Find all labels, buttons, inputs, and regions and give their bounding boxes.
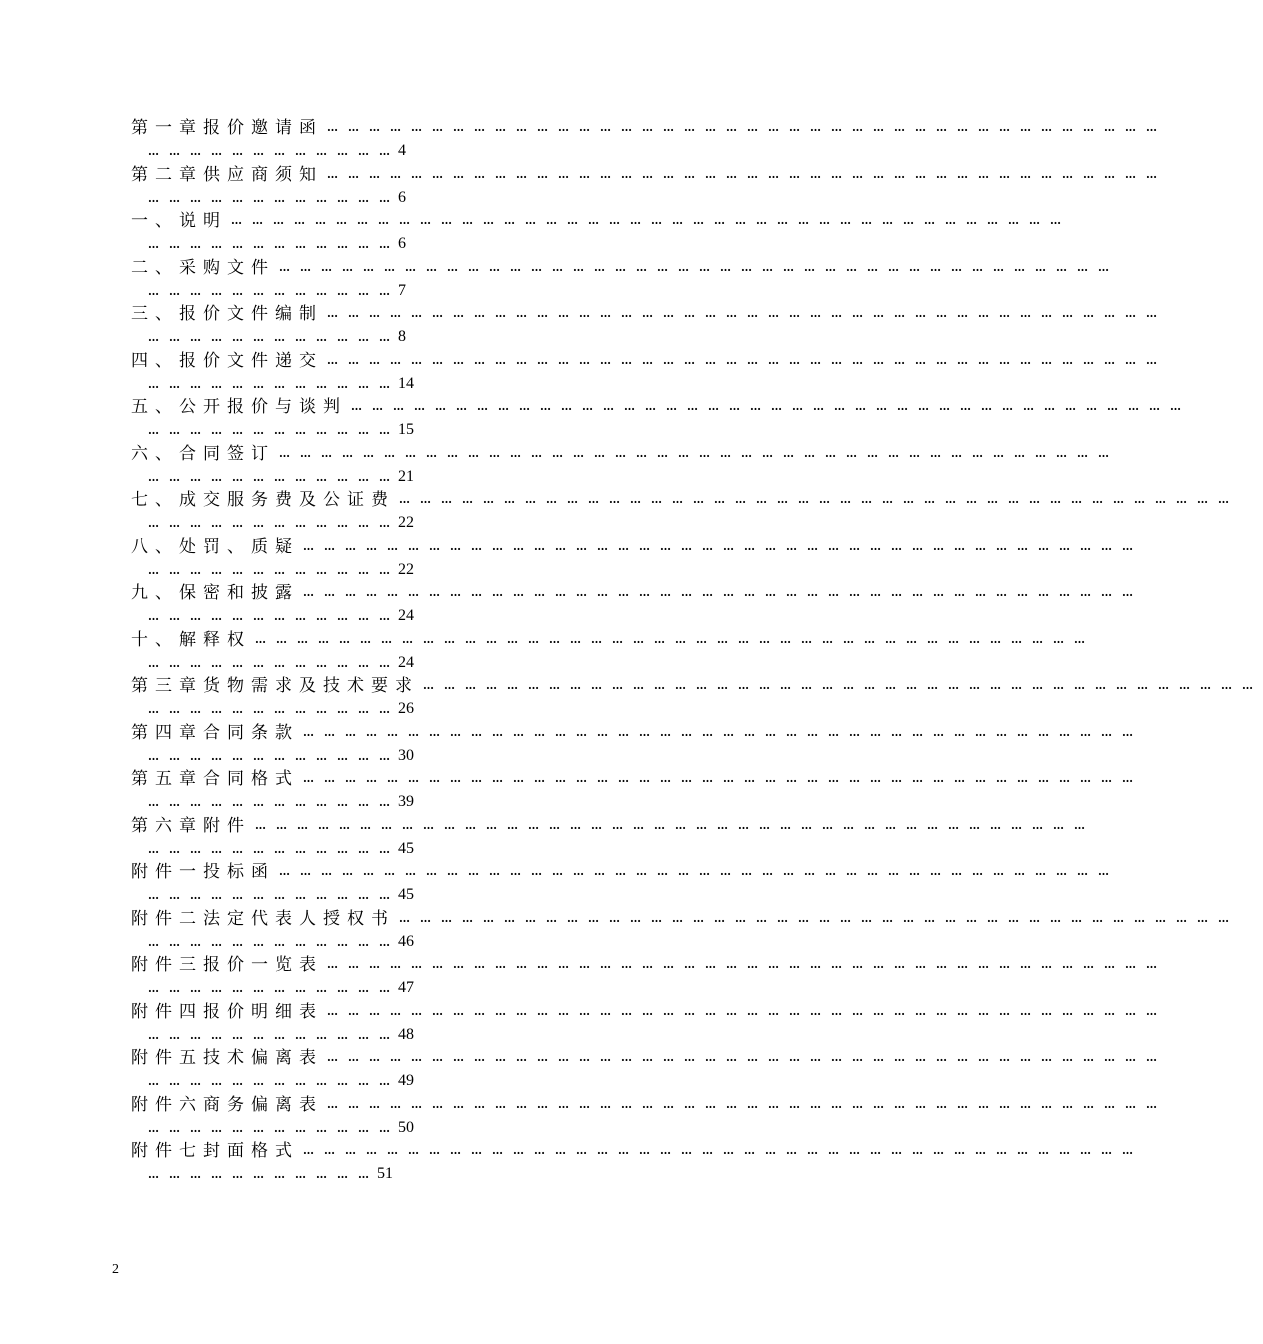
dot-leader: ………………………………………………………………………………………………………… [303, 772, 1143, 785]
toc-entry-title: 合同格式 [203, 769, 299, 789]
toc-entry-number: 附件七 [131, 1141, 203, 1161]
dot-leader: ………………………………………………………………………………………………………… [327, 1051, 1167, 1064]
dot-leader: ……………………………… [148, 563, 400, 577]
dot-leader: ………………………………………………………………………………………………………… [327, 1004, 1167, 1018]
toc-entry[interactable] [131, 953, 1167, 1000]
toc-entry-title: 法定代表人授权书 [203, 908, 395, 929]
dot-leader: ……………………………… [148, 238, 400, 251]
dot-leader: ………………………………………………………………………………………………………… [255, 818, 1095, 832]
dot-leader: ……………………………… [148, 656, 400, 670]
toc-entry-page: 47 [398, 979, 414, 996]
toc-entry-page: 51 [377, 1165, 393, 1182]
toc-entry[interactable] [131, 442, 1119, 489]
dot-leader: ……………………………… [148, 284, 400, 298]
dot-leader: ……………………………… [148, 610, 400, 623]
dot-leader: ………………………………………………………………………………………………………… [327, 307, 1167, 320]
toc-entry-page: 30 [398, 746, 414, 764]
toc-entry-number: 第三章 [131, 676, 203, 696]
toc-entry-number: 附件六 [131, 1094, 203, 1115]
dot-leader: ……………………………… [148, 935, 400, 949]
dot-leader: ………………………………………………………………………………………………………… [231, 214, 1071, 227]
toc-entry-page: 22 [398, 514, 414, 531]
toc-entry[interactable] [131, 1000, 1167, 1047]
toc-entry-title: 商务偏离表 [203, 1094, 323, 1115]
dot-leader: ………………………………………………………………………………………………………… [327, 353, 1167, 367]
toc-entry-number: 一、 [131, 211, 179, 231]
dot-leader: ……………………………… [148, 377, 400, 391]
toc-entry-number: 七、 [131, 490, 179, 510]
dot-leader: ………………………………………………………………………………………………………… [303, 1144, 1143, 1157]
toc-entry-title: 保密和披露 [179, 583, 299, 603]
toc-entry[interactable] [131, 628, 1095, 675]
toc-entry-title: 附件 [203, 815, 251, 836]
toc-entry[interactable] [131, 581, 1143, 628]
toc-entry[interactable] [131, 860, 1119, 907]
toc-entry[interactable] [131, 721, 1143, 768]
toc-entry-page: 49 [398, 1072, 414, 1089]
toc-entry-title: 报价一览表 [203, 955, 323, 975]
toc-entry-page: 46 [398, 932, 414, 950]
toc-entry-number: 第一章 [131, 118, 203, 138]
toc-entry-number: 三、 [131, 304, 179, 324]
toc-entry-title: 处罚、质疑 [179, 536, 299, 557]
toc-entry-page: 6 [398, 235, 406, 252]
dot-leader: ……………………………… [148, 145, 400, 158]
toc-entry-page: 39 [398, 793, 414, 810]
toc-entry[interactable] [131, 907, 1239, 954]
toc-entry-page: 48 [398, 1025, 414, 1043]
toc-entry-page: 14 [398, 374, 414, 392]
toc-entry-page: 15 [398, 421, 414, 438]
toc-entry-number: 四、 [131, 350, 179, 371]
toc-entry[interactable] [131, 814, 1095, 861]
toc-entry[interactable] [131, 1046, 1167, 1093]
dot-leader: ……………………………… [148, 470, 400, 484]
toc-entry-number: 附件五 [131, 1048, 203, 1068]
toc-entry-title: 公开报价与谈判 [179, 397, 347, 417]
toc-entry-title: 合同条款 [203, 722, 299, 743]
page-number: 2 [112, 1262, 119, 1277]
toc-entry-number: 附件四 [131, 1001, 203, 1022]
dot-leader: ………………………………………………………………………………………………………… [399, 493, 1239, 506]
dot-leader: ……………………………… [148, 1121, 400, 1135]
toc-entry-page: 50 [398, 1118, 414, 1136]
toc-entry-title: 报价文件递交 [179, 350, 323, 371]
toc-entry-title: 报价邀请函 [203, 118, 323, 138]
dot-leader: ……………………………… [148, 749, 400, 763]
dot-leader: ……………………………… [148, 982, 400, 995]
toc-entry-page: 26 [398, 700, 414, 717]
dot-leader: …………………………… [148, 1168, 379, 1181]
toc-entry[interactable] [131, 535, 1143, 582]
toc-entry[interactable] [131, 256, 1119, 303]
dot-leader: ………………………………………………………………………………………………………… [303, 725, 1143, 739]
toc-entry[interactable] [131, 163, 1167, 210]
toc-entry-title: 供应商须知 [203, 164, 323, 185]
dot-leader: ………………………………………………………………………………………………………… [255, 632, 1095, 646]
toc-entry-title: 货物需求及技术要求 [203, 676, 419, 696]
toc-entry-number: 十、 [131, 629, 179, 650]
toc-entry[interactable] [131, 302, 1167, 349]
toc-entry-page: 7 [398, 281, 406, 299]
dot-leader: ……………………………… [148, 331, 400, 344]
dot-leader: ………………………………………………………………………………………………………… [399, 911, 1239, 925]
dot-leader: ………………………………………………………………………………………………………… [423, 679, 1263, 692]
toc-entry[interactable] [131, 767, 1143, 814]
toc-entry-number: 第二章 [131, 164, 203, 185]
toc-entry[interactable] [131, 395, 1191, 442]
dot-leader: ……………………………… [148, 703, 400, 716]
toc-entry-page: 4 [398, 142, 406, 159]
toc-entry-title: 成交服务费及公证费 [179, 490, 395, 510]
toc-entry-number: 第六章 [131, 815, 203, 836]
toc-entry-page: 45 [398, 839, 414, 857]
toc-entry-title: 报价明细表 [203, 1001, 323, 1022]
toc-entry-page: 45 [398, 886, 414, 903]
dot-leader: ………………………………………………………………………………………………………… [279, 446, 1119, 460]
toc-entry-number: 八、 [131, 536, 179, 557]
dot-leader: ………………………………………………………………………………………………………… [303, 586, 1143, 599]
dot-leader: ……………………………… [148, 1075, 400, 1088]
toc-entry-title: 说明 [179, 211, 227, 231]
toc-entry-title: 封面格式 [203, 1141, 299, 1161]
dot-leader: ……………………………… [148, 517, 400, 530]
toc-entry-title: 解释权 [179, 629, 251, 650]
dot-leader: ………………………………………………………………………………………………………… [327, 167, 1167, 181]
dot-leader: ……………………………… [148, 842, 400, 856]
dot-leader: ………………………………………………………………………………………………………… [279, 865, 1119, 878]
toc-entry-page: 8 [398, 328, 406, 345]
toc-entry[interactable] [131, 349, 1167, 396]
toc-entry[interactable] [131, 674, 1263, 721]
toc-entry[interactable] [131, 116, 1167, 163]
table-of-contents [131, 116, 1263, 1186]
dot-leader: ………………………………………………………………………………………………………… [327, 1097, 1167, 1111]
toc-entry-title: 合同签订 [179, 443, 275, 464]
toc-entry-number: 第四章 [131, 722, 203, 743]
toc-entry-number: 附件一 [131, 862, 203, 882]
toc-entry-page: 22 [398, 560, 414, 578]
toc-entry-page: 24 [398, 607, 414, 624]
dot-leader: ………………………………………………………………………………………………………… [327, 121, 1167, 134]
toc-entry[interactable] [131, 1139, 1143, 1186]
toc-entry-page: 6 [398, 188, 406, 206]
toc-entry-page: 24 [398, 653, 414, 671]
dot-leader: ……………………………… [148, 191, 400, 205]
dot-leader: ……………………………… [148, 796, 400, 809]
dot-leader: ………………………………………………………………………………………………………… [303, 539, 1143, 553]
toc-entry-number: 九、 [131, 583, 179, 603]
dot-leader: ……………………………… [148, 889, 400, 902]
toc-entry-number: 附件二 [131, 908, 203, 929]
toc-entry[interactable] [131, 209, 1071, 256]
dot-leader: ………………………………………………………………………………………………………… [327, 958, 1167, 971]
toc-entry-number: 第五章 [131, 769, 203, 789]
toc-entry-title: 投标函 [203, 862, 275, 882]
toc-entry[interactable] [131, 488, 1239, 535]
toc-entry-title: 技术偏离表 [203, 1048, 323, 1068]
dot-leader: ………………………………………………………………………………………………………… [351, 400, 1191, 413]
dot-leader: ………………………………………………………………………………………………………… [279, 260, 1119, 274]
toc-entry-number: 二、 [131, 257, 179, 278]
dot-leader: ……………………………… [148, 1028, 400, 1042]
toc-entry-title: 报价文件编制 [179, 304, 323, 324]
toc-entry-number: 附件三 [131, 955, 203, 975]
toc-entry[interactable] [131, 1093, 1167, 1140]
toc-entry-number: 六、 [131, 443, 179, 464]
toc-entry-number: 五、 [131, 397, 179, 417]
toc-entry-title: 采购文件 [179, 257, 275, 278]
dot-leader: ……………………………… [148, 424, 400, 437]
toc-entry-page: 21 [398, 467, 414, 485]
